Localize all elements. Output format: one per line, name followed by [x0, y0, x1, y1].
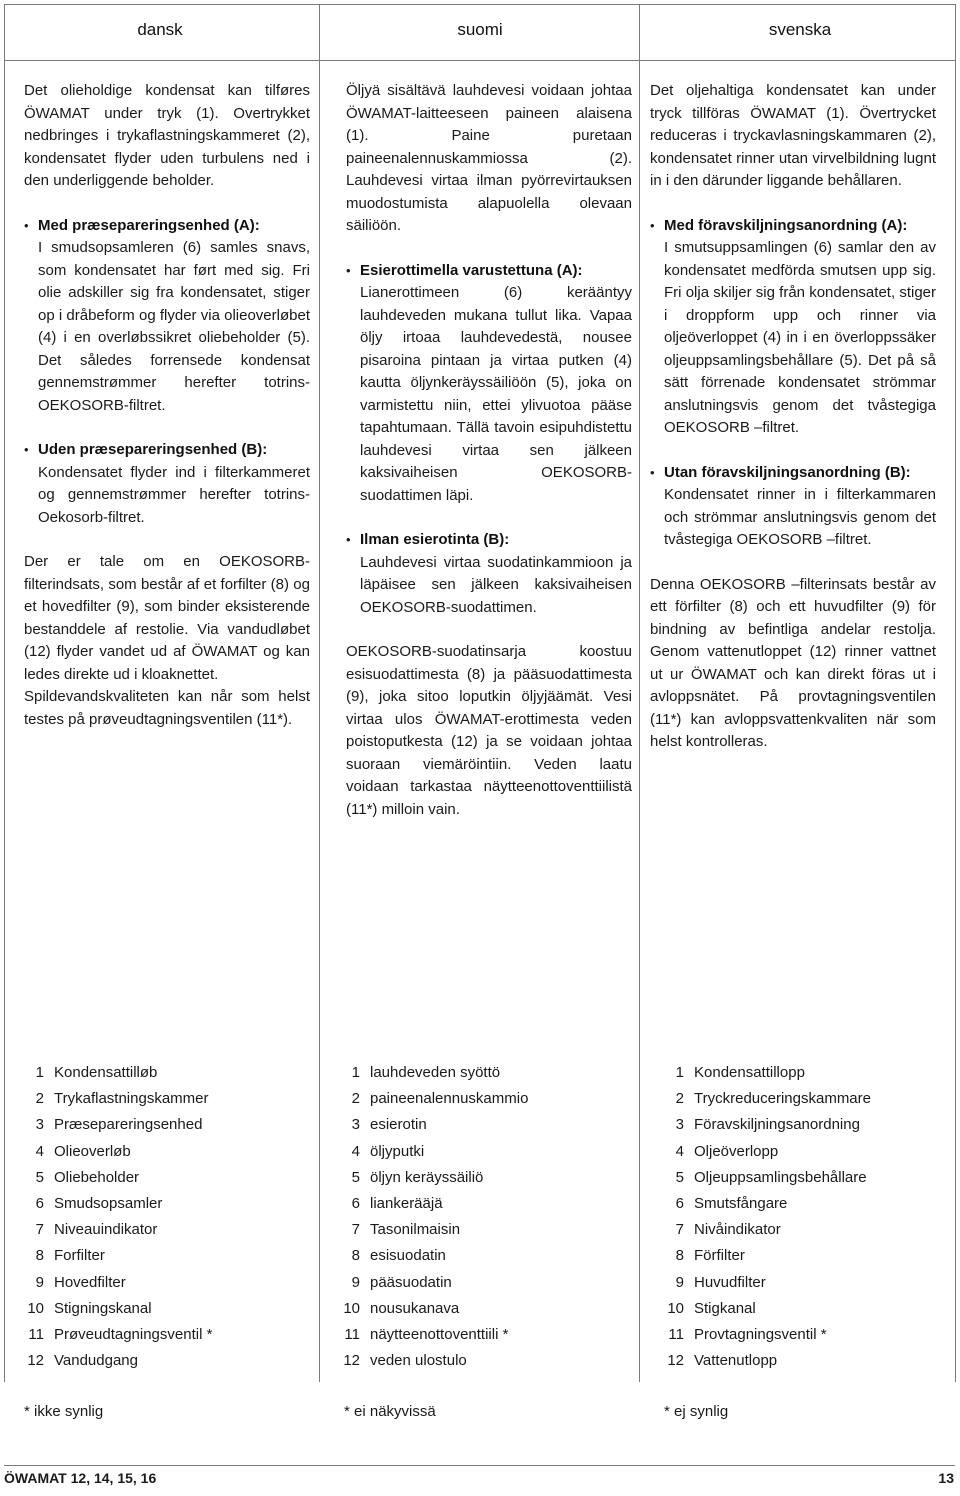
- legend-label: Föravskiljningsanordning: [694, 1116, 860, 1134]
- bullet-text: I smutsuppsamlingen (6) samlar den av kondensatet medförda smutsen upp sig. Fri olja skiljer sig från kondensatet, stiger i droppform upp och rinner via oljeöverloppet (4) in i en överloppssäker oljeuppsamlingsbehållare (5). Det på så sätt förrenade kondensatet strömmar anslutningsvis genom det tvåstegiga OEKOSORB –filtret.: [664, 239, 936, 436]
- legend-item: [330, 1296, 528, 1322]
- legend-item: [654, 1296, 871, 1322]
- legend-item: [654, 1348, 871, 1374]
- bullet-text: Lauhdevesi virtaa suodatinkammioon ja läpäisee sen jälkeen kaksivaiheisen OEKOSORB-suodattimen.: [360, 553, 632, 616]
- legend-label: pääsuodatin: [370, 1273, 452, 1291]
- column-svenska: [650, 80, 936, 754]
- bullet-with-preseparator: [650, 215, 936, 440]
- legend-number: 10: [27, 1299, 44, 1317]
- legend-item: [330, 1243, 528, 1269]
- legend-number: 7: [35, 1221, 44, 1239]
- legend-number: 4: [351, 1142, 360, 1160]
- legend-label: Olieoverløb: [54, 1142, 131, 1160]
- bullet-without-preseparator: [650, 462, 936, 552]
- legend-number: 12: [343, 1352, 360, 1370]
- legend-item: [654, 1270, 871, 1296]
- legend-number: 4: [35, 1142, 44, 1160]
- bullet-text: Kondensatet flyder ind i filterkammeret og gennemstrømmer herefter totrins-Oekosorb-filtret.: [38, 463, 310, 526]
- header-svenska: svenska: [768, 20, 832, 39]
- footer-divider: [4, 1465, 955, 1466]
- legend-number: 11: [28, 1326, 44, 1344]
- legend-item: [14, 1270, 212, 1296]
- bullet-with-preseparator: [24, 215, 310, 418]
- bullet-text: I smudsopsamleren (6) samles snavs, som kondensatet har ført med sig. Fri olie adskiller sig fra kondensatet, stiger op i dråbeform og flyder via olieoverløbet (4) i en overløbssikret oliebeholder (5). Det således forrensede kondensat gennemstrømmer herefter totrins-OEKOSORB-filtret.: [38, 239, 310, 414]
- bullet-dot-icon: •: [346, 532, 351, 547]
- legend-item: [654, 1165, 871, 1191]
- legend-number: 11: [344, 1326, 360, 1344]
- legend-label: Kondensattilløb: [54, 1064, 158, 1081]
- legend-number: 1: [675, 1064, 684, 1081]
- intro-text: Det olieholdige kondensat kan tilføres ÖWAMAT under tryk (1). Overtrykket nedbringes i trykaflastningskammeret (2), kondensatet flyder uden turbulens ned i den underliggende beholder.: [24, 82, 310, 189]
- legend-label: Stigningskanal: [54, 1299, 152, 1317]
- bullet-dot-icon: •: [24, 442, 29, 457]
- legend-label: esierotin: [370, 1116, 427, 1134]
- bullet-text: Kondensatet rinner in i filterkammaren och strömmar anslutningsvis genom det tvåstegiga OEKOSORB –filtret.: [664, 486, 936, 548]
- legend-item: [14, 1322, 212, 1348]
- bullet-with-preseparator: [346, 260, 632, 508]
- legend-number: 6: [675, 1195, 684, 1213]
- table-top-border: [4, 4, 955, 5]
- legend-item: [14, 1243, 212, 1269]
- legend-item: [654, 1086, 871, 1112]
- legend-item: [330, 1191, 528, 1217]
- legend-number: 1: [351, 1064, 360, 1081]
- legend-item: [654, 1322, 871, 1348]
- legend-label: Provtagningsventil *: [694, 1326, 827, 1344]
- legend-item: [14, 1112, 212, 1138]
- legend-item: [330, 1139, 528, 1165]
- legend-svenska: [654, 1060, 871, 1374]
- legend-number: 8: [351, 1247, 360, 1265]
- header-dansk: dansk: [137, 20, 183, 39]
- legend-number: 7: [351, 1221, 360, 1239]
- legend-label: Kondensattillopp: [694, 1064, 805, 1081]
- footnote-suomi: * ei näkyvissä: [344, 1403, 436, 1420]
- quality-text: Spildevandskvaliteten kan når som helst testes på prøveudtagningsventilen (11*).: [24, 688, 310, 728]
- bullet-dot-icon: •: [346, 262, 351, 278]
- bullet-dot-icon: •: [650, 464, 655, 480]
- legend-number: 8: [675, 1247, 684, 1265]
- legend-label: Huvudfilter: [694, 1273, 766, 1291]
- filter-text: Der er tale om en OEKOSORB-filterindsats, som består af et forfilter (8) og et hovedfilter (9), som binder eksisterende bestanddele af restolie. Via vandudløbet (12) flyder vandet ud af ÖWAMAT og kan ledes direkte ud i kloaknettet.: [24, 553, 310, 683]
- bullet-dot-icon: •: [24, 217, 29, 233]
- header-suomi: suomi: [457, 20, 503, 39]
- legend-number: 6: [35, 1195, 44, 1213]
- legend-number: 11: [668, 1326, 684, 1344]
- legend-label: paineenalennuskammio: [370, 1090, 529, 1108]
- legend-label: öljyn keräyssäiliö: [370, 1168, 484, 1186]
- legend-number: 6: [351, 1195, 360, 1213]
- legend-item: [654, 1217, 871, 1243]
- legend-label: Vattenutlopp: [694, 1352, 778, 1370]
- footnote-dansk: * ikke synlig: [24, 1403, 104, 1420]
- legend-item: [14, 1086, 212, 1112]
- legend-item: [14, 1217, 212, 1243]
- legend-item: [330, 1060, 528, 1086]
- column-divider: [955, 4, 956, 1382]
- legend-number: 8: [35, 1247, 44, 1265]
- legend-label: lauhdeveden syöttö: [370, 1064, 501, 1081]
- legend-number: 5: [351, 1168, 360, 1186]
- legend-number: 2: [35, 1090, 44, 1108]
- legend-item: [14, 1165, 212, 1191]
- legend-label: Smutsfångare: [694, 1195, 788, 1213]
- legend-item: [654, 1112, 871, 1138]
- legend-label: Oljeuppsamlingsbehållare: [694, 1168, 867, 1186]
- legend-item: [654, 1060, 871, 1086]
- legend-label: Smudsopsamler: [54, 1195, 163, 1213]
- column-divider: [319, 4, 320, 1382]
- legend-number: 9: [35, 1273, 44, 1291]
- page-number: 13: [938, 1470, 954, 1486]
- bullet-heading: Med föravskiljningsanordning (A):: [664, 216, 908, 234]
- legend-number: 5: [35, 1168, 44, 1186]
- legend-dansk: [14, 1060, 212, 1374]
- intro-text: Öljyä sisältävä lauhdevesi voidaan johtaa ÖWAMAT-laitteeseen paineen alaisena (1). Paine puretaan paineenalennuskammiossa (2). Lauhdevesi virtaa ilman pyörrevirtauksen muodostumista alapuolella olevaan säiliöön.: [346, 82, 632, 234]
- legend-label: Niveauindikator: [54, 1221, 158, 1239]
- legend-label: Præsepareringsenhed: [54, 1116, 203, 1134]
- legend-label: esisuodatin: [370, 1247, 446, 1265]
- legend-item: [14, 1139, 212, 1165]
- legend-number: 9: [351, 1273, 360, 1291]
- legend-item: [330, 1112, 528, 1138]
- legend-number: 4: [675, 1142, 684, 1160]
- legend-item: [14, 1348, 212, 1374]
- legend-label: nousukanava: [370, 1299, 460, 1317]
- legend-item: [330, 1086, 528, 1112]
- legend-label: Tryckreduceringskammare: [694, 1090, 871, 1108]
- column-divider: [639, 4, 640, 1382]
- legend-number: 5: [675, 1168, 684, 1186]
- legend-number: 12: [27, 1352, 44, 1370]
- legend-label: veden ulostulo: [370, 1352, 467, 1370]
- legend-item: [654, 1139, 871, 1165]
- legend-label: Tasonilmaisin: [370, 1221, 461, 1239]
- bullet-heading: Utan föravskiljningsanordning (B):: [664, 463, 911, 481]
- legend-label: Trykaflastningskammer: [54, 1090, 209, 1108]
- column-divider: [4, 4, 5, 1382]
- legend-number: 2: [675, 1090, 684, 1108]
- legend-number: 1: [35, 1064, 44, 1081]
- legend-number: 12: [667, 1352, 684, 1370]
- legend-label: Förfilter: [694, 1247, 745, 1265]
- legend-item: [330, 1270, 528, 1296]
- legend-item: [14, 1191, 212, 1217]
- legend-label: Prøveudtagningsventil *: [54, 1326, 213, 1344]
- bullet-dot-icon: •: [650, 217, 655, 233]
- legend-item: [654, 1191, 871, 1217]
- legend-number: 3: [675, 1116, 684, 1134]
- legend-item: [654, 1243, 871, 1269]
- bullet-without-preseparator: [24, 439, 310, 529]
- legend-label: Oljeöverlopp: [694, 1142, 779, 1160]
- header-divider: [4, 60, 955, 61]
- legend-item: [14, 1296, 212, 1322]
- legend-label: liankerääjä: [370, 1195, 443, 1213]
- legend-number: 9: [675, 1273, 684, 1291]
- legend-label: Hovedfilter: [54, 1273, 126, 1291]
- footer-title: ÖWAMAT 12, 14, 15, 16: [4, 1470, 157, 1486]
- intro-text: Det oljehaltiga kondensatet kan under tryck tillföras ÖWAMAT (1). Övertrycket reduceras i tryckavlasningskammaren (2), kondensatet rinner utan virvelbildning lugnt in i den därunder liggande behållaren.: [650, 82, 936, 189]
- legend-label: Oliebeholder: [54, 1168, 140, 1186]
- legend-number: 10: [667, 1299, 684, 1317]
- legend-number: 2: [351, 1090, 360, 1108]
- bullet-text: Lianerottimeen (6) kerääntyy lauhdeveden mukana tullut lika. Vapaa öljy irtoaa lauhdevedestä, nousee pisaroina pintaan ja virtaa putken (4) kautta öljynkeräyssäiliöön (5), joka on varmistettu niin, ettei ylivuotoa pääse tapahtumaan. Tällä tavoin esipuhdistettu lauhdevesi virtaa sen jälkeen kaksivaiheisen OEKOSORB-suodattimen läpi.: [360, 284, 632, 504]
- legend-item: [330, 1348, 528, 1374]
- legend-number: 3: [351, 1116, 360, 1134]
- bullet-heading: Med præsepareringsenhed (A):: [38, 216, 260, 234]
- legend-number: 10: [343, 1299, 360, 1317]
- legend-label: Forfilter: [54, 1247, 105, 1265]
- column-suomi: [346, 80, 632, 821]
- legend-suomi: [330, 1060, 528, 1374]
- filter-text: OEKOSORB-suodatinsarja koostuu esisuodattimesta (8) ja pääsuodattimesta (9), joka sitoo loputkin öljyjäämät. Vesi virtaa ulos ÖWAMAT-erottimesta veden poistoputkesta (12) ja se voidaan johtaa suoraan viemäröintiin. Veden laatu voidaan tarkastaa näytteenottoventtiilistä (11*) milloin vain.: [346, 643, 632, 818]
- legend-label: öljyputki: [370, 1142, 425, 1160]
- bullet-heading: Esierottimella varustettuna (A):: [360, 261, 583, 279]
- legend-label: Vandudgang: [54, 1352, 138, 1370]
- filter-text: Denna OEKOSORB –filterinsats består av ett förfilter (8) och ett huvudfilter (9) för bindning av befintliga andelar restolja. Genom vattenutloppet (12) rinner vattnet ut ur ÖWAMAT och kan direkt föras ut i avloppsnätet. På provtagningsventilen (11*) kan avloppsvattenkvaliten när som helst kontrolleras.: [650, 575, 936, 750]
- legend-label: Stigkanal: [694, 1299, 756, 1317]
- bullet-heading: Ilman esierotinta (B):: [360, 531, 510, 548]
- legend-label: näytteenottoventtiili *: [370, 1326, 509, 1344]
- legend-item: [14, 1060, 212, 1086]
- legend-item: [330, 1165, 528, 1191]
- legend-label: Nivåindikator: [694, 1221, 781, 1239]
- column-dansk: [24, 80, 310, 731]
- legend-item: [330, 1322, 528, 1348]
- bullet-without-preseparator: [346, 529, 632, 619]
- footnote-svenska: * ej synlig: [664, 1403, 729, 1420]
- legend-number: 7: [675, 1221, 684, 1239]
- bullet-heading: Uden præsepareringsenhed (B):: [38, 441, 268, 458]
- legend-number: 3: [35, 1116, 44, 1134]
- legend-item: [330, 1217, 528, 1243]
